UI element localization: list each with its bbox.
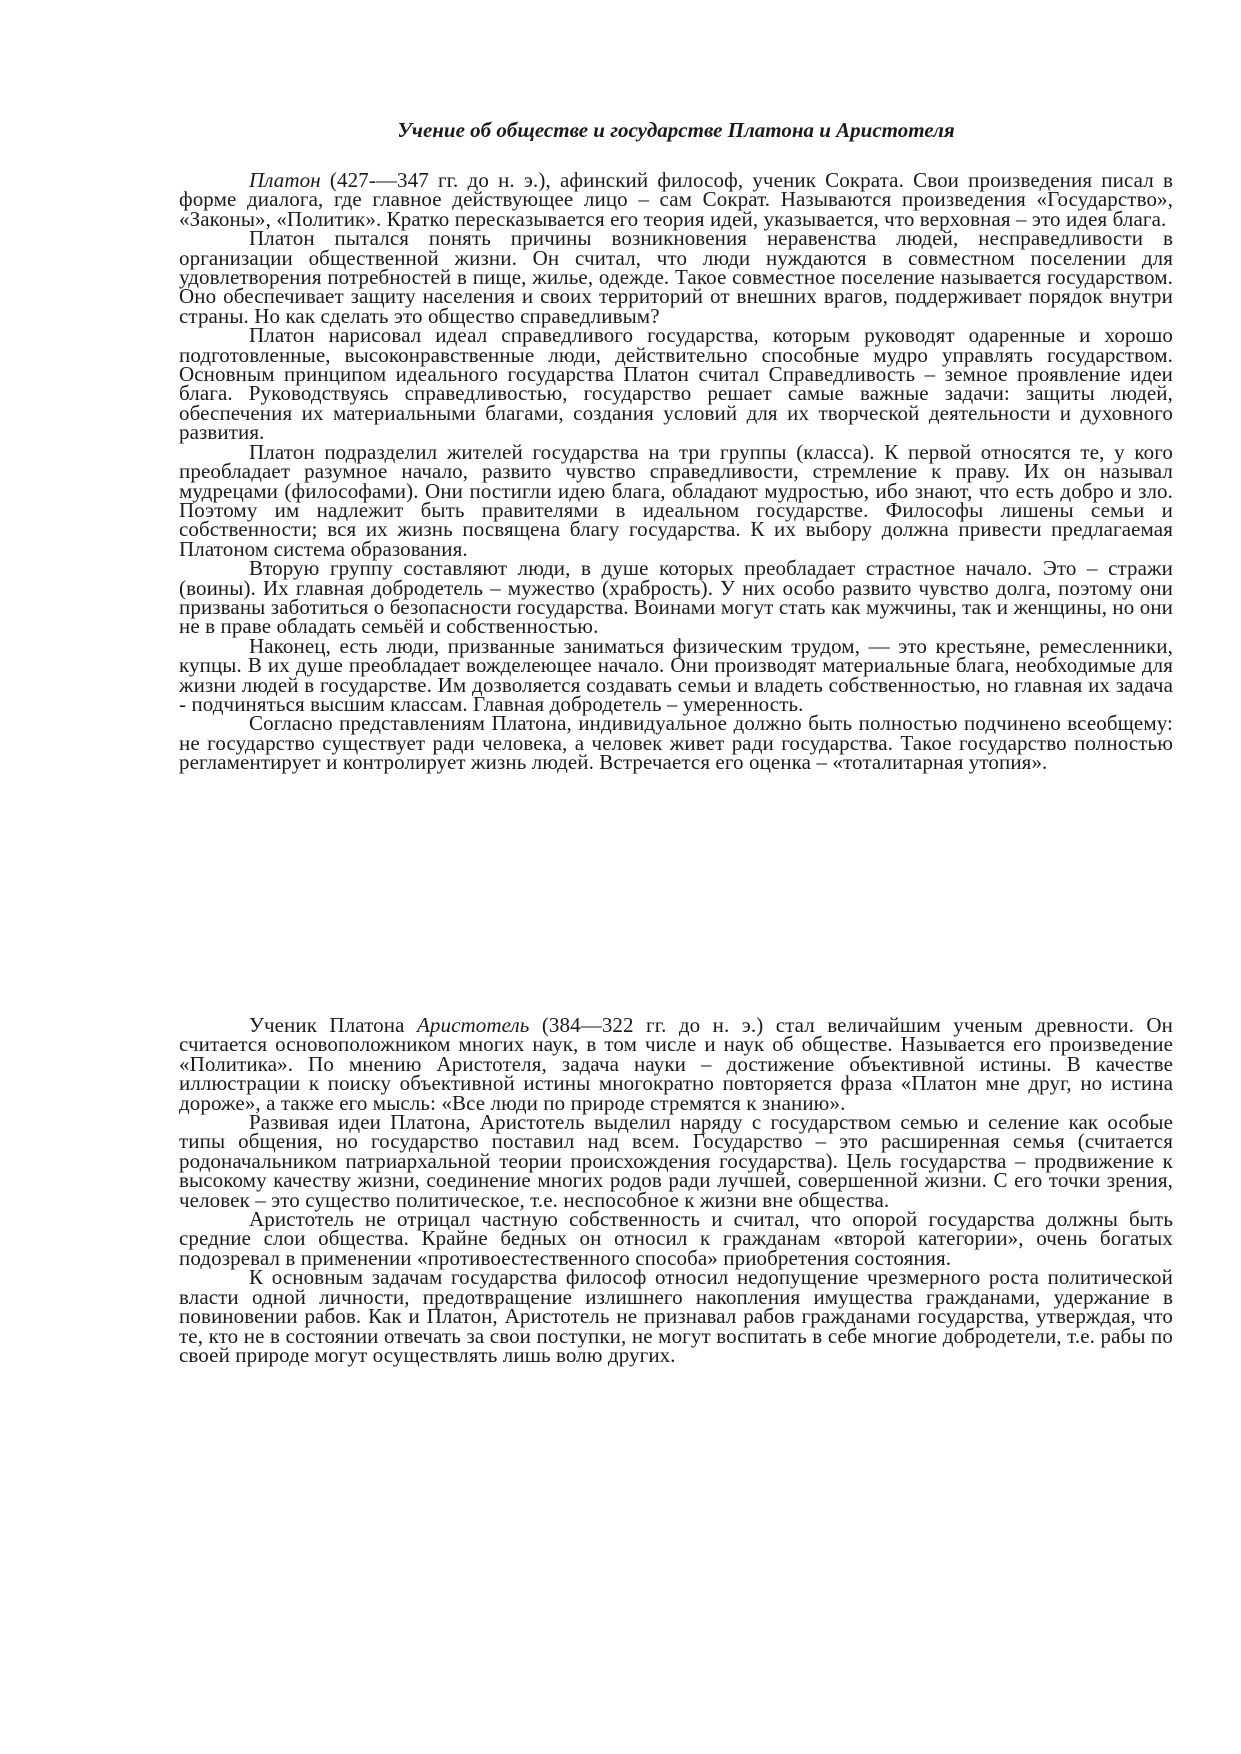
- name-plato: Платон: [249, 168, 321, 192]
- section-plato: [179, 168, 1173, 775]
- paragraph-text: (427-—347 гг. до н. э.), афинский философ, ученик Сократа. Свои произведения писал в форме диалога, где главное действующее лицо – сам Сократ. Называются произведения «Государство», «Законы», «Политик». Кратко пересказывается его теория идей, указывается, что верховная – это идея блага.: [179, 168, 1173, 231]
- paragraph-aristotle-tasks: К основным задачам государства философ относил недопущение чрезмерного роста политической власти одной личности, предотвращение излишнего накопления имущества гражданами, удержание в повиновении рабов. Как и Платон, Аристотель не признавал рабов гражданами государства, утверждая, что те, кто не в состоянии отвечать за свои поступки, не могут воспитать в себе многие добродетели, т.е. рабы по своей природе могут осуществлять лишь волю других.: [179, 1265, 1173, 1367]
- paragraph-text-before: Ученик Платона: [249, 1013, 417, 1037]
- paragraph-plato-guardians: Вторую группу составляют люди, в душе которых преобладает страстное начало. Это – стражи (воины). Их главная добродетель – мужество (храбрость). У них особо развито чувство долга, поэтому они призваны заботиться о безопасности государства. Воинами могут стать как мужчины, так и женщины, но они не в праве обладать семьёй и собственностью.: [179, 556, 1173, 639]
- name-aristotle: Аристотель: [416, 1013, 530, 1037]
- paragraph-plato-three-groups: Платон подразделил жителей государства на три группы (класса). К первой относятся те, у кого преобладает разумное начало, развито чувство справедливости, стремление к праву. Их он называл мудрецами (философами). Они постигли идею блага, обладают мудростью, ибо знают, что есть добро и зло. Поэтому им надлежит быть правителями в идеальном государстве. Философы лишены семьи и собственности; вся их жизнь посвящена благу государства. К их выбору должна привести предлагаемая Платоном система образования.: [179, 439, 1173, 561]
- paragraph-aristotle-property: Аристотель не отрицал частную собственность и считал, что опорой государства должны быть средние слои общества. Крайне бедных он относил к гражданам «второй категории», очень богатых подозревал в применении «противоестественного способа» приобретения состояния.: [179, 1207, 1173, 1270]
- paragraph-plato-ideal-state: Платон нарисовал идеал справедливого государства, которым руководят одаренные и хорошо подготовленные, высоконравственные люди, действительно способные мудро управлять государством. Основным принципом идеального государства Платон считал Справедливость – земное проявление идеи блага. Руководствуясь справедливостью, государство решает самые важные задачи: защиты людей, обеспечения их материальными благами, создания условий для их творческой деятельности и духовного развития.: [179, 323, 1173, 445]
- paragraph-plato-workers: Наконец, есть люди, призванные заниматься физическим трудом, — это крестьяне, ремесленники, купцы. В их душе преобладает вожделеющее начало. Они производят материальные блага, необходимые для жизни людей в государстве. Им дозволяется создавать семьи и владеть собственностью, но главная их задача - подчиняться высшим классам. Главная добродетель – умеренность.: [179, 633, 1173, 716]
- paragraph-plato-inequality: Платон пытался понять причины возникновения неравенства людей, несправедливости в организации общественной жизни. Он считал, что люди нуждаются в совместном поселении для удовлетворения потребностей в пище, жилье, одежде. Такое совместное поселение называется государством. Оно обеспечивает защиту населения и своих территорий от внешних врагов, поддерживает порядок внутри страны. Но как сделать это общество справедливым?: [179, 226, 1173, 328]
- paragraph-plato-intro: [179, 168, 1173, 231]
- section-aristotle: [179, 1013, 1174, 1367]
- paragraph-aristotle-state: Развивая идеи Платона, Аристотель выделил наряду с государством семью и селение как особые типы общения, но государство поставил над всем. Государство – это расширенная семья (считается родоначальником патриархальной теории происхождения государства). Цель государства – продвижение к высокому качеству жизни, соединение многих родов ради лучшей, совершенной жизни. С его точки зрения, человек – это существо политическое, т.е. неспособное к жизни вне общества.: [179, 1110, 1173, 1212]
- paragraph-text-after: (384—322 гг. до н. э.) стал величайшим ученым древности. Он считается основоположником многих наук, в том числе и наук об обществе. Называется его произведение «Политика». По мнению Аристотеля, задача науки – достижение объективной истины. В качестве иллюстрации к поиску объективной истины многократно повторяется фраза «Платон мне друг, но истина дороже», а также его мысль: «Все люди по природе стремятся к знанию».: [179, 1013, 1174, 1115]
- paragraph-aristotle-intro: [179, 1013, 1174, 1115]
- paragraph-plato-conclusion: Согласно представлениям Платона, индивидуальное должно быть полностью подчинено всеобщему: не государство существует ради человека, а человек живет ради государства. Такое государство полностью регламентирует и контролирует жизнь людей. Встречается его оценка – «тоталитарная утопия».: [179, 711, 1173, 775]
- document-title: Учение об обществе и государстве Платона и Аристотеля: [397, 118, 955, 142]
